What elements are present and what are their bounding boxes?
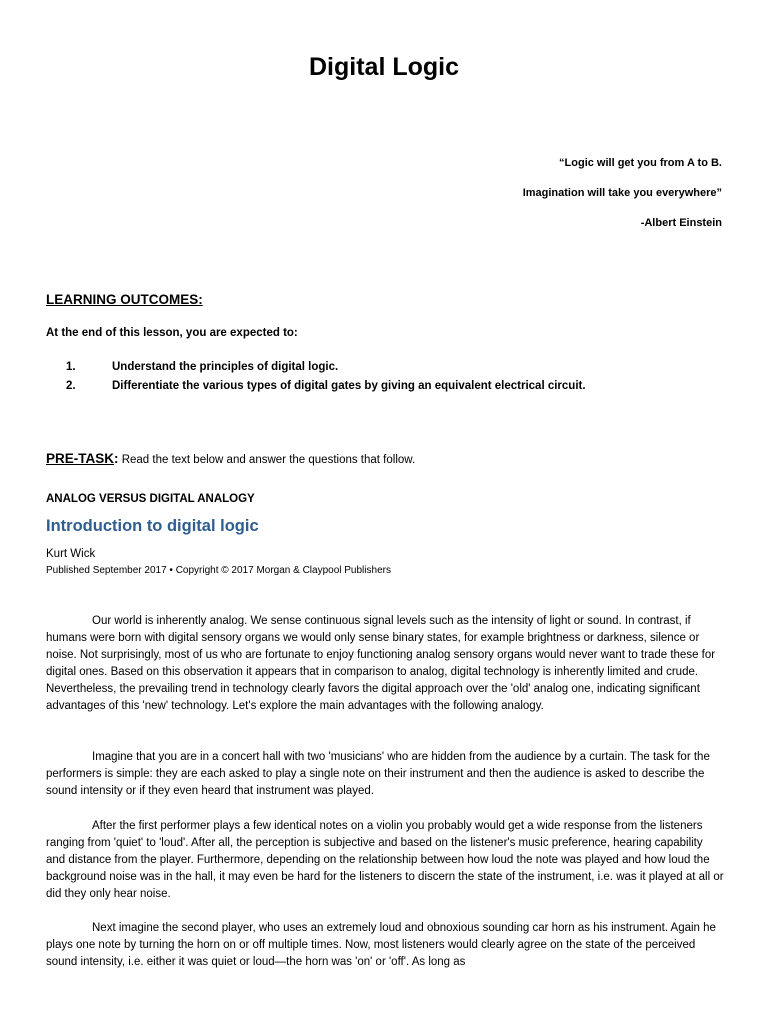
list-item-number: 2. xyxy=(66,380,76,392)
pretask-label: PRE-TASK xyxy=(46,451,115,466)
paragraph: Our world is inherently analog. We sense continuous signal levels such as the intensity of light or sound. In contrast, if humans were born with digital sensory organs we would only sense binary states, for example brightness or darkness, silence or noise. Not surprisingly, most of us who are fortunate to enjoy functioning analog sensory organs would never want to trade these for digital ones. Based on this observation it appears that in comparison to analog, digital technology is inherently limited and crude. Nevertheless, the prevailing trend in technology clearly favors the digital approach over the 'old' analog one, indicating significant advantages of this 'new' technology. Let's explore the main advantages with the following analogy. xyxy=(46,615,716,712)
pretask-line xyxy=(46,450,415,469)
list-item-number: 1. xyxy=(66,361,76,373)
learning-outcomes-intro: At the end of this lesson, you are expected to: xyxy=(46,327,298,339)
paragraph: Imagine that you are in a concert hall with two 'musicians' who are hidden from the audience by a curtain. The task for the performers is simple: they are each asked to play a single note on their instrument and then the audience is asked to describe the sound intensity or if they even heard that instrument was played. xyxy=(46,751,710,797)
quote-line-2: Imagination will take you everywhere” xyxy=(522,187,722,199)
paragraph: After the first performer plays a few identical notes on a violin you probably would get a wide response from the listeners ranging from 'quiet' to 'loud'. After all, the perception is subjective and based on the listener's music preference, hearing capability and distance from the player. Furthermore, depending on the relationship between how loud the note was played and how loud the background noise was in the hall, it may even be hard for the listeners to discern the state of the instrument, i.e. was it played at all or did they only hear noise. xyxy=(46,820,724,900)
article-published-info: Published September 2017 • Copyright © 2017 Morgan & Claypool Publishers xyxy=(46,565,391,576)
paragraph: Next imagine the second player, who uses an extremely loud and obnoxious sounding car horn as his instrument. Again he plays one note by turning the horn on or off multiple times. Now, most listeners would clearly agree on the state of the perceived sound intensity, i.e. either it was quiet or loud—the horn was 'on' or 'off'. As long as xyxy=(46,922,716,968)
pretask-text: Read the text below and answer the questions that follow. xyxy=(118,454,416,466)
pretask-colon: : xyxy=(114,451,119,466)
list-item-text: Differentiate the various types of digital gates by giving an equivalent electrical circuit. xyxy=(112,380,586,392)
quote-attribution: -Albert Einstein xyxy=(640,217,722,229)
page-title: Digital Logic xyxy=(309,53,459,81)
list-item-text: Understand the principles of digital logic. xyxy=(112,361,339,373)
learning-outcomes-heading: LEARNING OUTCOMES: xyxy=(46,292,203,307)
article-author: Kurt Wick xyxy=(46,548,96,560)
section-heading: ANALOG VERSUS DIGITAL ANALOGY xyxy=(46,493,255,505)
quote-line-1: “Logic will get you from A to B. xyxy=(559,157,722,169)
article-title: Introduction to digital logic xyxy=(46,517,259,535)
